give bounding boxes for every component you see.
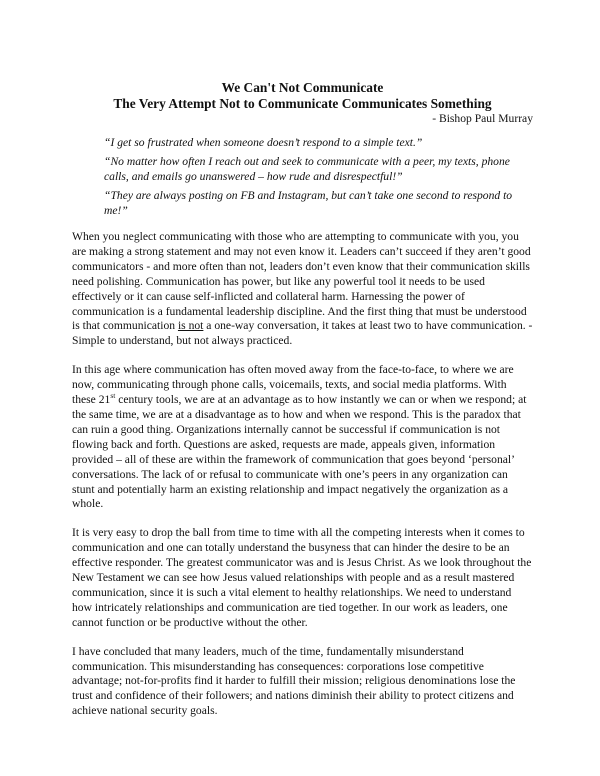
quote-1: “I get so frustrated when someone doesn’t respond to a simple text.” bbox=[104, 136, 423, 149]
quote-2: “No matter how often I reach out and seek to communicate with a peer, my texts, phone calls, and emails go unanswered – how rude and disrespectful!” bbox=[104, 155, 510, 183]
paragraph-2-superscript: st bbox=[110, 391, 116, 401]
document-title bbox=[72, 80, 533, 112]
title-line-2: The Very Attempt Not to Communicate Communicates Something bbox=[113, 96, 492, 111]
paragraph-1-text-a: When you neglect communicating with those who are attempting to communicate with you, you are making a strong statement and may not even know it. Leaders can’t succeed if they aren’t good communicators - and more often than not, leaders don’t even know that their communication skills need polishing. Communication has power, but like any powerful tool it needs to be used effectively or it can cause self-inflicted and collateral harm. Harnessing the power of communication is a fundamental leadership discipline. And the first thing that must be understood is that communication bbox=[72, 230, 531, 333]
quote-3: “They are always posting on FB and Instagram, but can’t take one second to respond to me!” bbox=[104, 189, 513, 217]
paragraph-3: It is very easy to drop the ball from time to time with all the competing interests when it comes to communication and one can totally understand the busyness that can hinder the desire to be an effective responder. The greatest communicator was and is Jesus Christ. As we look throughout the New Testament we can see how Jesus valued relationships with people and as a result mastered communication, since it is such a vital element to healthy relationships. We need to understand how intricately relationships and communication are tied together. In our work as leaders, one cannot function or be productive without the other. bbox=[72, 526, 532, 629]
paragraph-4: I have concluded that many leaders, much of the time, fundamentally misunderstand communication. This misunderstanding has consequences: corporations lose competitive advantage; not-for-profits find it harder to fulfill their mission; religious denominations lose the trust and confidence of their followers; and nations diminish their ability to protect citizens and achieve national security goals. bbox=[72, 644, 516, 718]
document-page bbox=[72, 80, 533, 733]
paragraph-2-text-b: century tools, we are at an advantage as to how instantly we can or when we respond; at the same time, we are at a disadvantage as to how and when we respond. This is the paradox that can ruin a good thing. Organizations internally cannot be successful if communication is not flowing back and forth. Questions are asked, requests are made, appeals given, information provided – all of these are within the framework of communication that goes beyond ‘personal’ conversations. The lack of or refusal to communicate with one’s peers in any organization can stunt and potentially harm an existing relationship and impact negatively the organization as a whole. bbox=[72, 393, 527, 511]
paragraph-2-text-a: In this age where communication has often moved away from the face-to-face, to where we are now, communicating through phone calls, voicemails, texts, and social media platforms. With these 21 bbox=[72, 363, 514, 407]
paragraph-2 bbox=[72, 363, 533, 512]
paragraph-1 bbox=[72, 230, 533, 349]
title-line-1: We Can't Not Communicate bbox=[221, 80, 384, 95]
paragraph-1-text-b: a one-way conversation, it takes at least two to have communication. - Simple to understand, but not always practiced. bbox=[72, 319, 533, 348]
author-attribution: - Bishop Paul Murray bbox=[432, 112, 533, 125]
paragraph-1-emphasis: is not bbox=[177, 319, 204, 333]
